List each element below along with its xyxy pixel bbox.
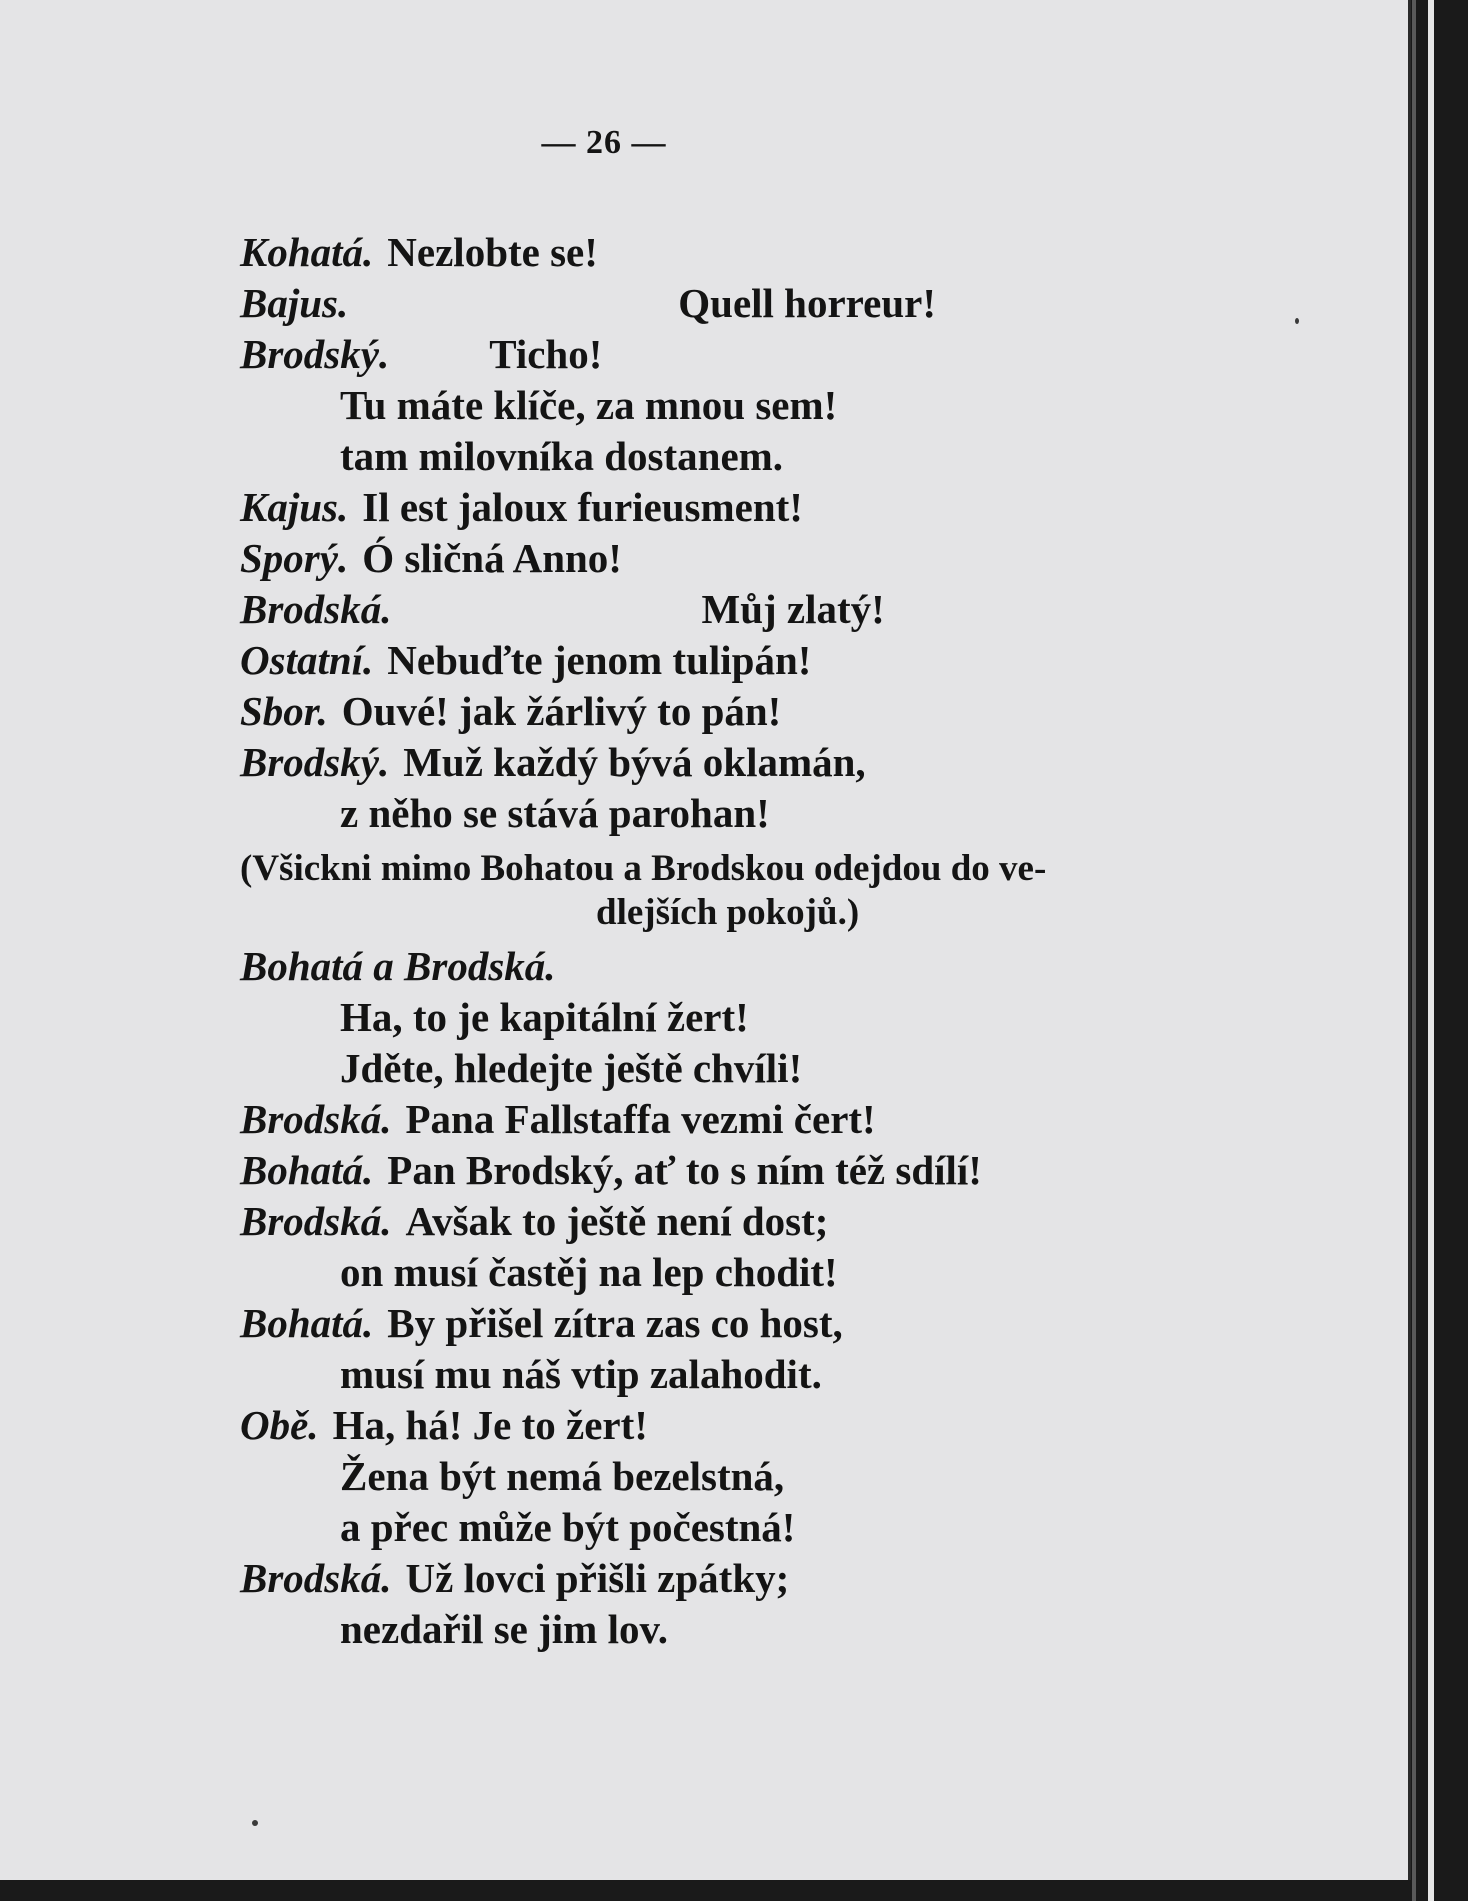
verse-line: [240, 535, 622, 581]
speaker-name: Bajus.: [240, 280, 349, 326]
speaker-name: Kohatá.: [240, 229, 374, 275]
verse-line: [340, 1504, 796, 1550]
speaker-name: Brodská.: [240, 1096, 392, 1142]
verse-text: Ha, to je kapitální žert!: [340, 994, 749, 1040]
verse-line: [340, 433, 784, 479]
speaker-name: Bohatá a Brodská.: [240, 943, 556, 989]
verse-text: musí mu náš vtip zalahodit.: [340, 1351, 822, 1397]
paper-speck: [1295, 318, 1299, 324]
speaker-name: Brodská.: [240, 1555, 392, 1601]
verse-line: [340, 1351, 822, 1397]
verse-text: a přec může být počestná!: [340, 1504, 796, 1550]
verse-line: [240, 688, 782, 734]
speaker-name: Brodský.: [240, 739, 390, 785]
verse-text: Už lovci přišli zpátky;: [405, 1555, 790, 1601]
verse-line: [340, 1249, 838, 1295]
verse-text: By přišel zítra zas co host,: [387, 1300, 843, 1346]
verse-line: [240, 484, 803, 530]
verse-text: Nebuďte jenom tulipán!: [387, 637, 812, 683]
binding-edge: [1428, 0, 1434, 1901]
verse-line: [240, 637, 812, 683]
speaker-name: Sbor.: [240, 688, 328, 734]
verse-line: [240, 1555, 790, 1601]
verse-text: Nezlobte se!: [387, 229, 598, 275]
speaker-name: Brodská.: [240, 1198, 392, 1244]
stage-direction: dlejších pokojů.): [596, 892, 860, 933]
verse-line: [340, 994, 749, 1040]
verse-line: [240, 229, 598, 275]
verse-text: Il est jaloux furieusment!: [362, 484, 803, 530]
verse-line: [240, 943, 570, 989]
verse-text: Jděte, hledejte ještě chvíli!: [340, 1045, 803, 1091]
speaker-name: Obě.: [240, 1402, 319, 1448]
paper-speck: [252, 1820, 258, 1826]
verse-line: [240, 1198, 829, 1244]
verse-text: Ha, há! Je to žert!: [332, 1402, 648, 1448]
speaker-name: Brodská.: [240, 586, 392, 632]
verse-line: [340, 382, 838, 428]
verse-line: [340, 1045, 803, 1091]
verse-text: Muž každý bývá oklamán,: [403, 739, 866, 785]
verse-text: Ó sličná Anno!: [362, 535, 622, 581]
verse-line: [240, 586, 885, 632]
verse-line: [240, 280, 936, 326]
verse-text: Tu máte klíče, za mnou sem!: [340, 382, 838, 428]
binding-edge: [1412, 0, 1416, 1901]
speaker-name: Bohatá.: [240, 1147, 374, 1193]
stage-direction: (Všickni mimo Bohatou a Brodskou odejdou do ve-: [240, 848, 1047, 889]
verse-text: Quell horreur!: [678, 280, 936, 326]
verse-text: Pan Brodský, ať to s ním též sdílí!: [387, 1147, 982, 1193]
verse-line: [240, 739, 866, 785]
verse-line: [240, 1096, 876, 1142]
speaker-name: Ostatní.: [240, 637, 374, 683]
verse-text: Pana Fallstaffa vezmi čert!: [405, 1096, 876, 1142]
verse-text: Ouvé! jak žárlivý to pán!: [341, 688, 782, 734]
verse-text: Ticho!: [489, 331, 603, 377]
verse-line: [240, 331, 603, 377]
verse-text: nezdařil se jim lov.: [340, 1606, 668, 1652]
speaker-name: Brodský.: [240, 331, 390, 377]
verse-text: tam milovníka dostanem.: [340, 433, 784, 479]
verse-line: [240, 1147, 982, 1193]
verse-text: Žena být nemá bezelstná,: [340, 1453, 785, 1499]
verse-text: Avšak to ještě není dost;: [405, 1198, 829, 1244]
verse-line: [340, 1606, 668, 1652]
page-number: — 26 —: [541, 124, 667, 161]
verse-text: on musí častěj na lep chodit!: [340, 1249, 838, 1295]
verse-line: [240, 1300, 843, 1346]
speaker-name: Kajus.: [240, 484, 349, 530]
verse-line: [340, 1453, 785, 1499]
verse-text: Můj zlatý!: [701, 586, 885, 632]
speaker-name: Bohatá.: [240, 1300, 374, 1346]
speaker-name: Sporý.: [240, 535, 349, 581]
verse-line: [240, 1402, 648, 1448]
verse-line: [340, 790, 770, 836]
verse-text: z něho se stává parohan!: [340, 790, 770, 836]
